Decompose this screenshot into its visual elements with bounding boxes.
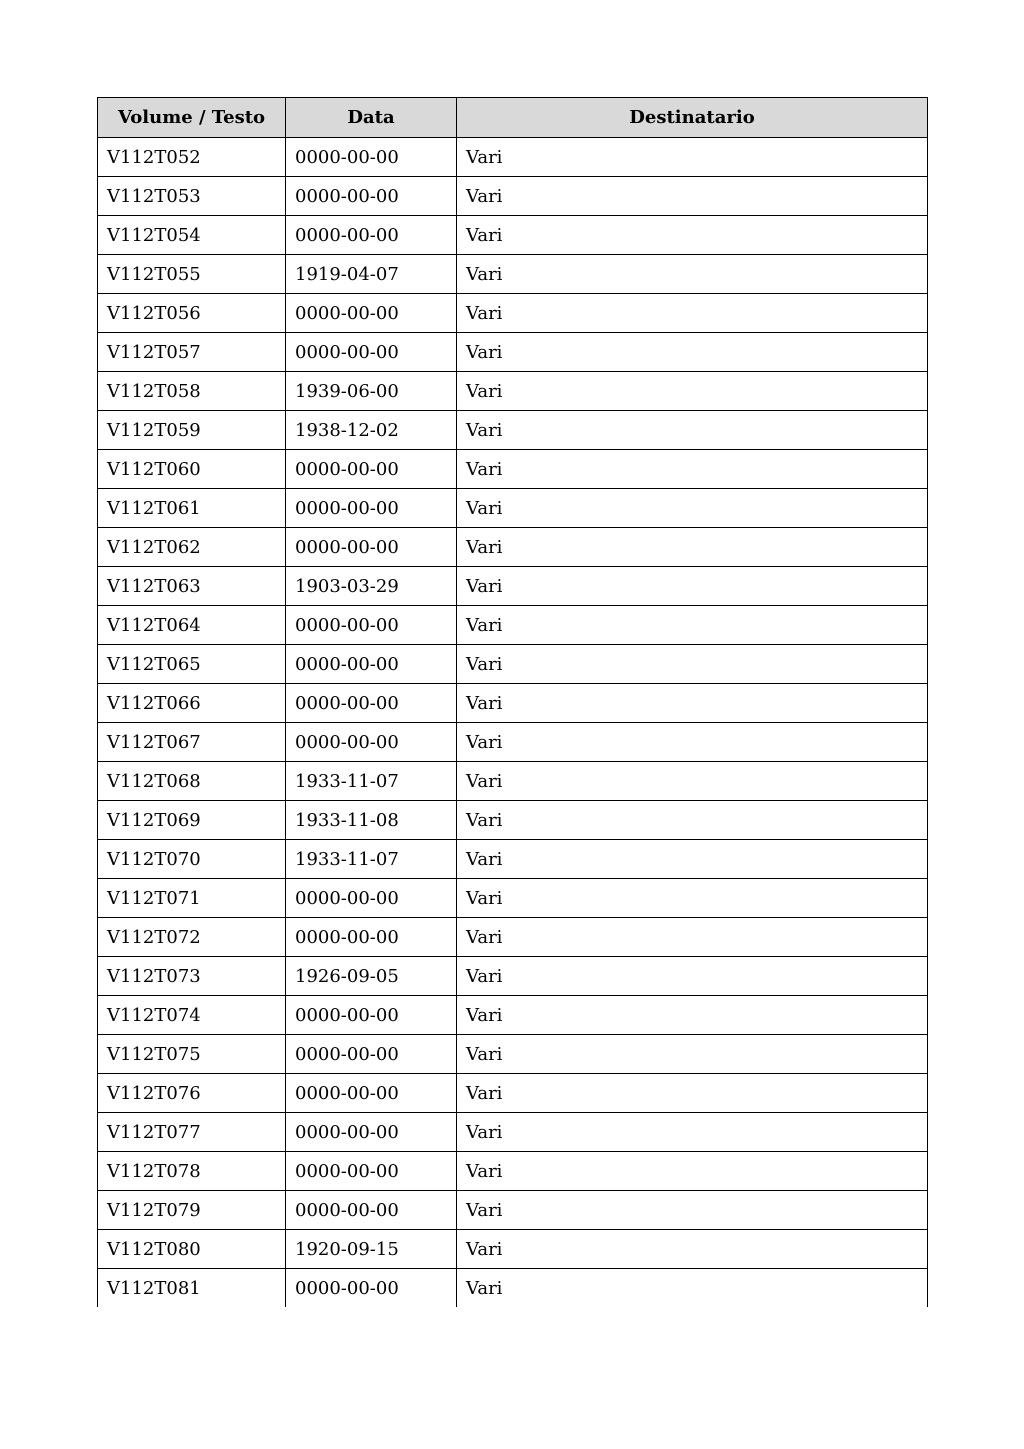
- table-body: [98, 138, 928, 1308]
- cell-data: 0000-00-00: [286, 489, 457, 528]
- cell-data: 1926-09-05: [286, 957, 457, 996]
- cell-volume-testo: V112T079: [98, 1191, 286, 1230]
- table-row: [98, 723, 928, 762]
- table-row: [98, 411, 928, 450]
- cell-volume-testo: V112T074: [98, 996, 286, 1035]
- cell-data: 0000-00-00: [286, 918, 457, 957]
- cell-destinatario: Vari: [457, 1113, 928, 1152]
- cell-data: 0000-00-00: [286, 294, 457, 333]
- table-row: [98, 879, 928, 918]
- cell-destinatario: Vari: [457, 567, 928, 606]
- table-header-row: [98, 98, 928, 138]
- cell-destinatario: Vari: [457, 1152, 928, 1191]
- table-row: [98, 216, 928, 255]
- cell-destinatario: Vari: [457, 450, 928, 489]
- cell-data: 0000-00-00: [286, 684, 457, 723]
- table-row: [98, 762, 928, 801]
- cell-destinatario: Vari: [457, 723, 928, 762]
- table-row: [98, 645, 928, 684]
- table-row: [98, 801, 928, 840]
- cell-volume-testo: V112T070: [98, 840, 286, 879]
- cell-data: 1933-11-07: [286, 840, 457, 879]
- table-row: [98, 1191, 928, 1230]
- cell-data: 1933-11-07: [286, 762, 457, 801]
- cell-destinatario: Vari: [457, 411, 928, 450]
- cell-destinatario: Vari: [457, 957, 928, 996]
- cell-data: 1903-03-29: [286, 567, 457, 606]
- table-row: [98, 1113, 928, 1152]
- header-destinatario: Destinatario: [457, 98, 928, 138]
- cell-destinatario: Vari: [457, 762, 928, 801]
- cell-volume-testo: V112T065: [98, 645, 286, 684]
- cell-data: 1920-09-15: [286, 1230, 457, 1269]
- cell-volume-testo: V112T069: [98, 801, 286, 840]
- cell-data: 1933-11-08: [286, 801, 457, 840]
- cell-data: 0000-00-00: [286, 645, 457, 684]
- cell-destinatario: Vari: [457, 177, 928, 216]
- cell-data: 0000-00-00: [286, 528, 457, 567]
- table-row: [98, 1152, 928, 1191]
- cell-volume-testo: V112T076: [98, 1074, 286, 1113]
- cell-volume-testo: V112T073: [98, 957, 286, 996]
- cell-data: 0000-00-00: [286, 1191, 457, 1230]
- cell-destinatario: Vari: [457, 1191, 928, 1230]
- cell-volume-testo: V112T067: [98, 723, 286, 762]
- header-data: Data: [286, 98, 457, 138]
- table-row: [98, 996, 928, 1035]
- cell-volume-testo: V112T057: [98, 333, 286, 372]
- cell-destinatario: Vari: [457, 996, 928, 1035]
- table-row: [98, 567, 928, 606]
- cell-destinatario: Vari: [457, 294, 928, 333]
- cell-volume-testo: V112T080: [98, 1230, 286, 1269]
- cell-volume-testo: V112T078: [98, 1152, 286, 1191]
- table-row: [98, 918, 928, 957]
- table-row: [98, 255, 928, 294]
- cell-destinatario: Vari: [457, 528, 928, 567]
- cell-destinatario: Vari: [457, 801, 928, 840]
- cell-volume-testo: V112T068: [98, 762, 286, 801]
- cell-destinatario: Vari: [457, 1074, 928, 1113]
- table-row: [98, 177, 928, 216]
- cell-data: 0000-00-00: [286, 879, 457, 918]
- cell-volume-testo: V112T056: [98, 294, 286, 333]
- cell-volume-testo: V112T066: [98, 684, 286, 723]
- cell-volume-testo: V112T064: [98, 606, 286, 645]
- cell-volume-testo: V112T054: [98, 216, 286, 255]
- cell-data: 0000-00-00: [286, 1113, 457, 1152]
- cell-destinatario: Vari: [457, 840, 928, 879]
- cell-destinatario: Vari: [457, 255, 928, 294]
- cell-data: 0000-00-00: [286, 996, 457, 1035]
- cell-data: 0000-00-00: [286, 333, 457, 372]
- cell-destinatario: Vari: [457, 216, 928, 255]
- cell-destinatario: Vari: [457, 879, 928, 918]
- table-row: [98, 333, 928, 372]
- cell-destinatario: Vari: [457, 645, 928, 684]
- cell-volume-testo: V112T071: [98, 879, 286, 918]
- cell-data: 0000-00-00: [286, 1074, 457, 1113]
- cell-data: 0000-00-00: [286, 450, 457, 489]
- cell-data: 0000-00-00: [286, 1269, 457, 1308]
- cell-volume-testo: V112T055: [98, 255, 286, 294]
- cell-data: 0000-00-00: [286, 177, 457, 216]
- cell-destinatario: Vari: [457, 372, 928, 411]
- table-row: [98, 606, 928, 645]
- cell-volume-testo: V112T075: [98, 1035, 286, 1074]
- cell-data: 0000-00-00: [286, 216, 457, 255]
- table-row: [98, 1230, 928, 1269]
- table-row: [98, 450, 928, 489]
- cell-volume-testo: V112T059: [98, 411, 286, 450]
- table-row: [98, 1035, 928, 1074]
- cell-destinatario: Vari: [457, 138, 928, 177]
- cell-data: 0000-00-00: [286, 606, 457, 645]
- table-row: [98, 372, 928, 411]
- table-row: [98, 1269, 928, 1308]
- cell-volume-testo: V112T061: [98, 489, 286, 528]
- cell-volume-testo: V112T053: [98, 177, 286, 216]
- table-row: [98, 1074, 928, 1113]
- cell-volume-testo: V112T072: [98, 918, 286, 957]
- cell-destinatario: Vari: [457, 918, 928, 957]
- cell-volume-testo: V112T077: [98, 1113, 286, 1152]
- table-row: [98, 294, 928, 333]
- table-row: [98, 840, 928, 879]
- cell-data: 0000-00-00: [286, 1152, 457, 1191]
- cell-data: 1938-12-02: [286, 411, 457, 450]
- cell-volume-testo: V112T060: [98, 450, 286, 489]
- cell-data: 0000-00-00: [286, 138, 457, 177]
- table-row: [98, 528, 928, 567]
- cell-data: 0000-00-00: [286, 1035, 457, 1074]
- cell-destinatario: Vari: [457, 489, 928, 528]
- table-row: [98, 138, 928, 177]
- cell-destinatario: Vari: [457, 606, 928, 645]
- cell-volume-testo: V112T081: [98, 1269, 286, 1308]
- cell-volume-testo: V112T052: [98, 138, 286, 177]
- table-row: [98, 684, 928, 723]
- cell-data: 1939-06-00: [286, 372, 457, 411]
- cell-destinatario: Vari: [457, 1230, 928, 1269]
- table-row: [98, 489, 928, 528]
- cell-data: 1919-04-07: [286, 255, 457, 294]
- table-row: [98, 957, 928, 996]
- cell-volume-testo: V112T058: [98, 372, 286, 411]
- cell-destinatario: Vari: [457, 333, 928, 372]
- cell-destinatario: Vari: [457, 684, 928, 723]
- cell-destinatario: Vari: [457, 1269, 928, 1308]
- cell-volume-testo: V112T063: [98, 567, 286, 606]
- cell-volume-testo: V112T062: [98, 528, 286, 567]
- records-table: [97, 97, 928, 1307]
- cell-destinatario: Vari: [457, 1035, 928, 1074]
- cell-data: 0000-00-00: [286, 723, 457, 762]
- header-volume-testo: Volume / Testo: [98, 98, 286, 138]
